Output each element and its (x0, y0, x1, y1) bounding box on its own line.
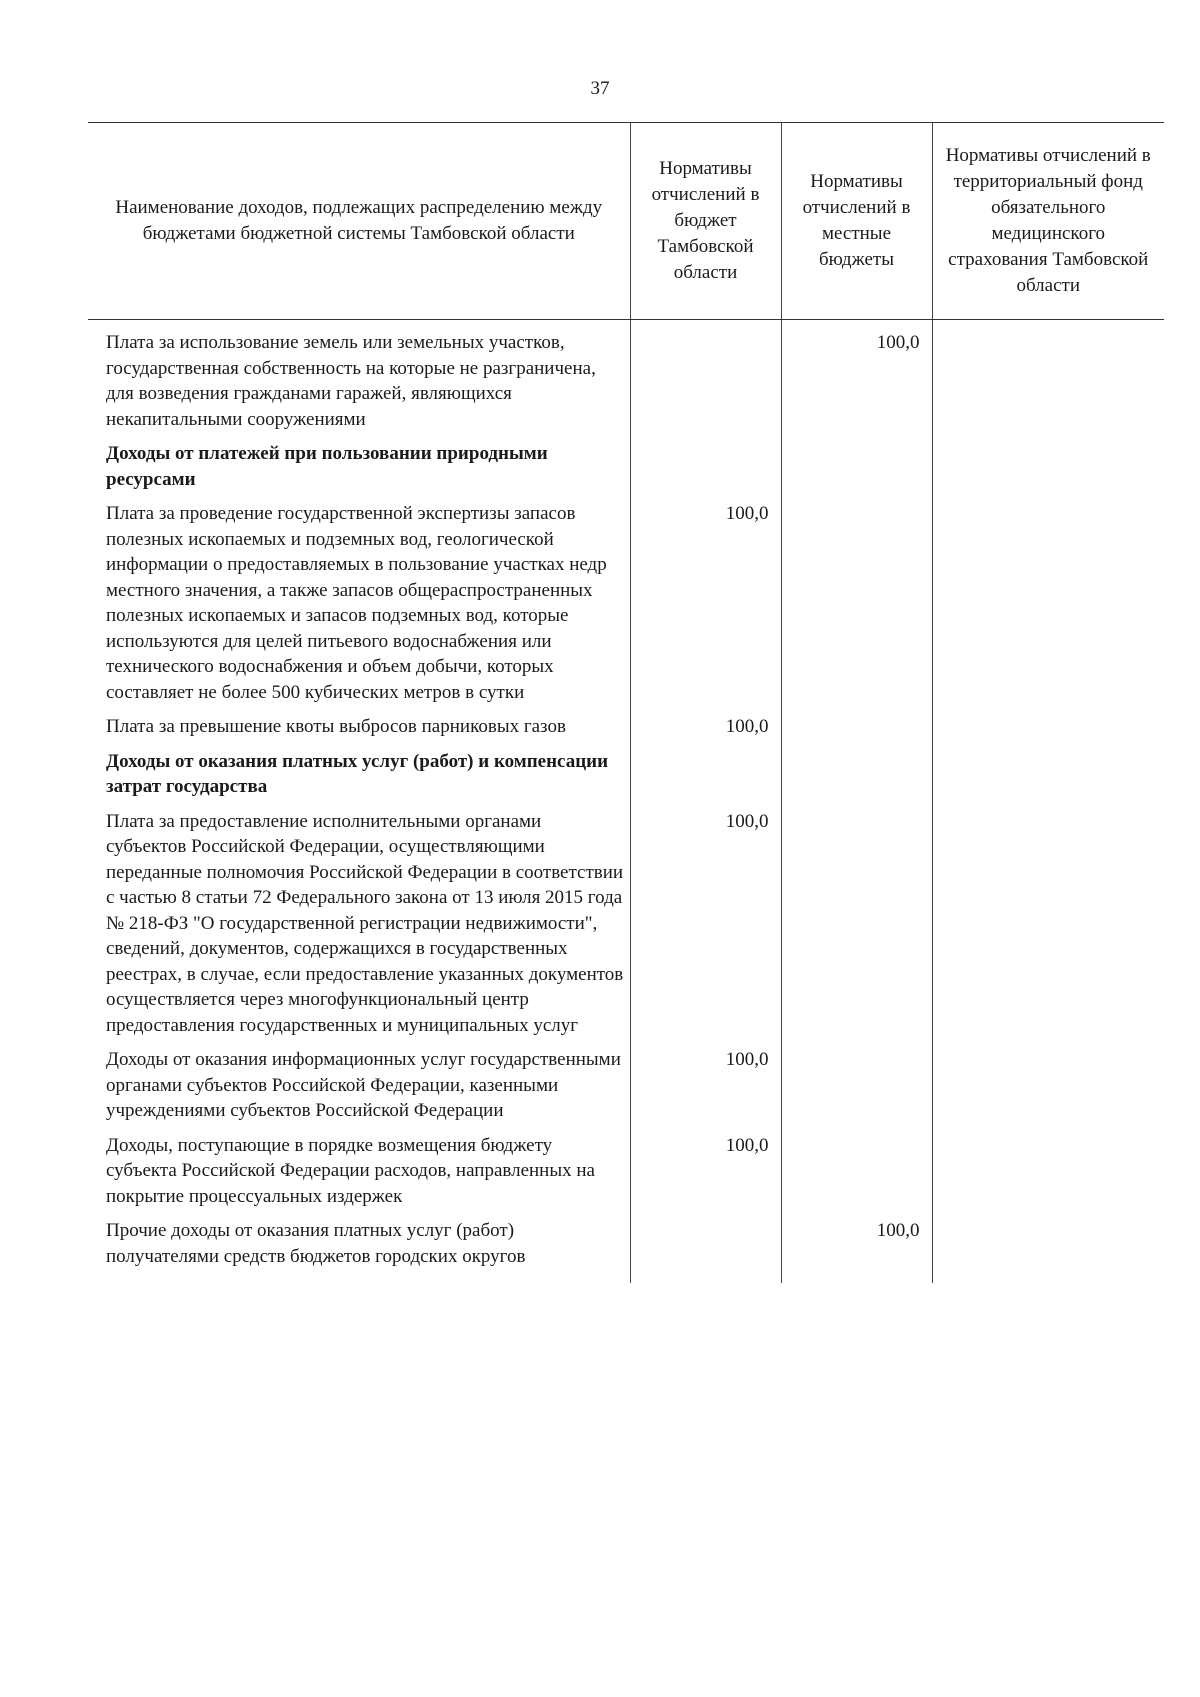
table-header-row (88, 123, 1164, 320)
table-row (88, 1218, 1164, 1283)
revenue-name: Плата за проведение государственной экспертизы запасов полезных ископаемых и подземных вод, геологической информации о предоставляемых в пользование участках недр местного значения, а также запасов общераспространенных полезных ископаемых и запасов подземных вод, которые используются для целей питьевого водоснабжения или технического водоснабжения и объем добычи, которых составляет не более 500 кубических метров в сутки (106, 503, 607, 703)
tfoms-rate (932, 501, 1164, 714)
local-rate (781, 809, 932, 1048)
regional-rate (630, 320, 781, 442)
local-rate (781, 749, 932, 809)
tfoms-rate (932, 1047, 1164, 1133)
regional-rate (630, 1218, 781, 1283)
revenue-distribution-table (88, 122, 1164, 1283)
local-rate: 100,0 (781, 320, 932, 442)
tfoms-rate (932, 1133, 1164, 1219)
table-row (88, 1133, 1164, 1219)
tfoms-rate (932, 1218, 1164, 1283)
tfoms-rate (932, 320, 1164, 442)
section-row (88, 441, 1164, 501)
header-regional-budget: Нормативы отчислений в бюджет Тамбовской области (630, 123, 781, 320)
header-revenue-name: Наименование доходов, подлежащих распределению между бюджетами бюджетной системы Тамбовской области (88, 123, 630, 320)
local-rate (781, 1047, 932, 1133)
revenue-name: Плата за использование земель или земельных участков, государственная собственность на которые не разграничена, для возведения гражданами гаражей, являющихся некапитальными сооружениями (106, 332, 596, 430)
section-row (88, 749, 1164, 809)
regional-rate: 100,0 (630, 1047, 781, 1133)
regional-rate: 100,0 (630, 501, 781, 714)
tfoms-rate (932, 749, 1164, 809)
table-row (88, 501, 1164, 714)
table-row (88, 714, 1164, 749)
tfoms-rate (932, 809, 1164, 1048)
local-rate: 100,0 (781, 1218, 932, 1283)
revenue-name: Доходы, поступающие в порядке возмещения бюджету субъекта Российской Федерации расходов, направленных на покрытие процессуальных издержек (106, 1134, 595, 1207)
header-local-budgets: Нормативы отчислений в местные бюджеты (781, 123, 932, 320)
revenue-name: Доходы от оказания информационных услуг государственными органами субъектов Российской Федерации, казенными учреждениями субъектов Российской Федерации (106, 1049, 621, 1121)
table-row (88, 809, 1164, 1048)
local-rate (781, 441, 932, 501)
table-row (88, 1047, 1164, 1133)
local-rate (781, 1133, 932, 1219)
revenue-name: Плата за предоставление исполнительными органами субъектов Российской Федерации, осуществляющими переданные полномочия Российской Федерации в соответствии с частью 8 статьи 72 Федерального закона от 13 июля 2015 года № 218-ФЗ "О государственной регистрации недвижимости", сведений, документов, содержащихся в государственных реестрах, в случае, если предоставление указанных документов осуществляется через многофункциональный центр предоставления государственных и муниципальных услуг (106, 810, 624, 1036)
revenue-name: Прочие доходы от оказания платных услуг (работ) получателями средств бюджетов городских округов (106, 1220, 526, 1267)
page-number: 37 (590, 78, 610, 99)
regional-rate (630, 441, 781, 501)
table-row (88, 320, 1164, 442)
tfoms-rate (932, 441, 1164, 501)
tfoms-rate (932, 714, 1164, 749)
section-title: Доходы от платежей при пользовании природными ресурсами (106, 443, 548, 490)
header-tfoms: Нормативы отчислений в территориальный фонд обязательного медицинского страхования Тамбовской области (932, 123, 1164, 320)
local-rate (781, 501, 932, 714)
revenue-name: Плата за превышение квоты выбросов парниковых газов (106, 716, 566, 737)
regional-rate: 100,0 (630, 809, 781, 1048)
regional-rate: 100,0 (630, 1133, 781, 1219)
local-rate (781, 714, 932, 749)
regional-rate: 100,0 (630, 714, 781, 749)
regional-rate (630, 749, 781, 809)
section-title: Доходы от оказания платных услуг (работ) и компенсации затрат государства (106, 750, 609, 797)
